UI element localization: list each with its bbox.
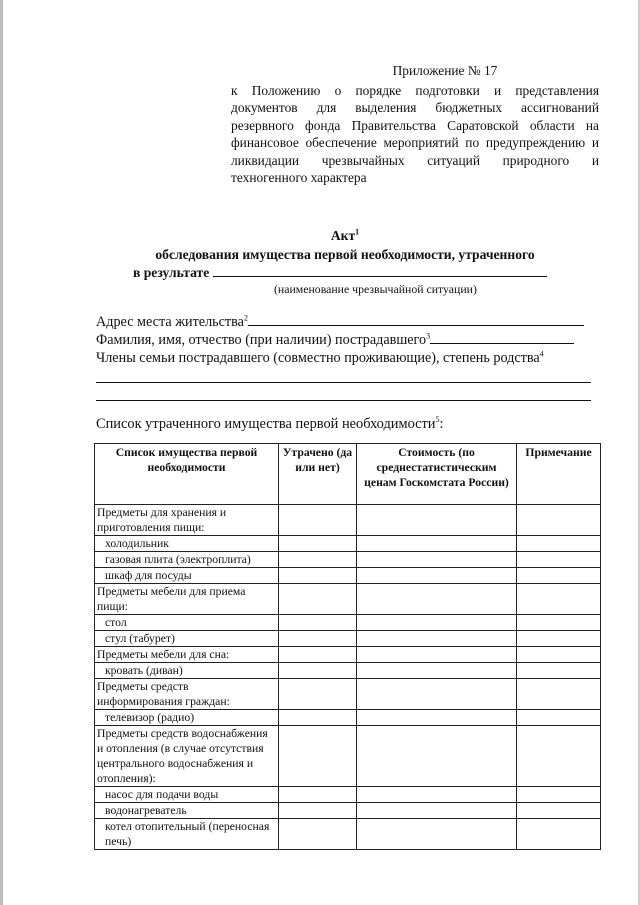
family-members-footnote: 4: [539, 349, 544, 359]
table-row: [95, 819, 601, 850]
act-subtitle: обследования имущества первой необходимости, утраченного: [155, 247, 535, 262]
act-result-label: в результате: [133, 265, 210, 280]
note-cell[interactable]: [517, 584, 601, 615]
family-members-label: Члены семьи пострадавшего (совместно проживающие), степень родства: [96, 350, 540, 366]
note-cell[interactable]: [517, 568, 601, 584]
appendix-block: [231, 62, 599, 187]
table-header-row: [95, 444, 601, 505]
act-title: [120, 226, 570, 245]
property-item-label: стол: [95, 615, 279, 631]
act-result-line: [133, 263, 547, 281]
column-header-items: Список имущества первой необходимости: [95, 444, 279, 505]
property-item-label: шкаф для посуды: [95, 568, 279, 584]
table-row: [95, 663, 601, 679]
family-members-blank-1[interactable]: [96, 382, 591, 383]
note-cell[interactable]: [517, 663, 601, 679]
lost-cell[interactable]: [279, 663, 357, 679]
address-blank[interactable]: [248, 313, 584, 326]
table-row: [95, 631, 601, 647]
address-footnote: 2: [243, 313, 248, 323]
lost-cell[interactable]: [279, 536, 357, 552]
note-cell[interactable]: [517, 710, 601, 726]
table-row: [95, 584, 601, 615]
property-item-label: кровать (диван): [95, 663, 279, 679]
table-row: [95, 647, 601, 663]
table-row: [95, 710, 601, 726]
cost-cell[interactable]: [357, 679, 517, 710]
cost-cell[interactable]: [357, 568, 517, 584]
lost-cell[interactable]: [279, 584, 357, 615]
emergency-name-hint: (наименование чрезвычайной ситуации): [274, 282, 477, 296]
note-cell[interactable]: [517, 819, 601, 850]
list-title-text: Список утраченного имущества первой необходимости: [96, 416, 436, 432]
family-members-field: [96, 350, 544, 367]
table-row: [95, 615, 601, 631]
emergency-name-blank[interactable]: [213, 263, 547, 277]
table-row: [95, 505, 601, 536]
family-members-blank-2[interactable]: [96, 400, 591, 401]
cost-cell[interactable]: [357, 536, 517, 552]
property-item-label: холодильник: [95, 536, 279, 552]
list-title: [96, 416, 444, 433]
lost-cell[interactable]: [279, 647, 357, 663]
cost-cell[interactable]: [357, 710, 517, 726]
lost-property-table: [94, 443, 601, 850]
list-title-suffix: :: [439, 416, 444, 432]
lost-cell[interactable]: [279, 631, 357, 647]
column-header-note: Примечание: [517, 444, 601, 505]
cost-cell[interactable]: [357, 803, 517, 819]
note-cell[interactable]: [517, 631, 601, 647]
table-row: [95, 568, 601, 584]
note-cell[interactable]: [517, 787, 601, 803]
property-item-label: Предметы мебели для приема пищи:: [95, 584, 279, 615]
lost-cell[interactable]: [279, 679, 357, 710]
cost-cell[interactable]: [357, 663, 517, 679]
note-cell[interactable]: [517, 505, 601, 536]
table-row: [95, 536, 601, 552]
property-item-label: насос для подачи воды: [95, 787, 279, 803]
cost-cell[interactable]: [357, 726, 517, 787]
note-cell[interactable]: [517, 552, 601, 568]
cost-cell[interactable]: [357, 647, 517, 663]
property-item-label: водонагреватель: [95, 803, 279, 819]
name-label: Фамилия, имя, отчество (при наличии) пострадавшего: [96, 332, 427, 348]
scan-edge-left: [0, 0, 3, 905]
lost-cell[interactable]: [279, 505, 357, 536]
name-blank[interactable]: [430, 331, 574, 344]
lost-cell[interactable]: [279, 568, 357, 584]
property-item-label: стул (табурет): [95, 631, 279, 647]
column-header-lost: Утрачено (да или нет): [279, 444, 357, 505]
table-row: [95, 552, 601, 568]
lost-cell[interactable]: [279, 726, 357, 787]
lost-cell[interactable]: [279, 787, 357, 803]
table-row: [95, 803, 601, 819]
act-title-block: [120, 226, 570, 264]
cost-cell[interactable]: [357, 505, 517, 536]
property-item-label: котел отопительный (переносная печь): [95, 819, 279, 850]
note-cell[interactable]: [517, 536, 601, 552]
table-row: [95, 726, 601, 787]
property-item-label: телевизор (радио): [95, 710, 279, 726]
cost-cell[interactable]: [357, 787, 517, 803]
appendix-body: к Положению о порядке подготовки и представления документов для выделения бюджетных ассигнований резервного фонда Правительства Саратовской области на финансовое обеспечение мероприятий по предупреждению и ликвидации чрезвычайных ситуаций природного и техногенного характера: [231, 82, 599, 185]
cost-cell[interactable]: [357, 584, 517, 615]
cost-cell[interactable]: [357, 631, 517, 647]
note-cell[interactable]: [517, 726, 601, 787]
address-field: [96, 313, 584, 331]
table-body: [95, 505, 601, 850]
property-item-label: Предметы для хранения и приготовления пищи:: [95, 505, 279, 536]
lost-cell[interactable]: [279, 819, 357, 850]
name-field: [96, 331, 574, 349]
property-item-label: Предметы мебели для сна:: [95, 647, 279, 663]
table-row: [95, 787, 601, 803]
act-title-text: Акт: [330, 228, 356, 243]
note-cell[interactable]: [517, 679, 601, 710]
note-cell[interactable]: [517, 615, 601, 631]
lost-cell[interactable]: [279, 552, 357, 568]
cost-cell[interactable]: [357, 552, 517, 568]
list-title-footnote: 5: [435, 415, 440, 425]
lost-cell[interactable]: [279, 615, 357, 631]
column-header-cost: Стоимость (по среднестатистическим ценам Госкомстата России): [357, 444, 517, 505]
name-footnote: 3: [426, 331, 431, 341]
property-item-label: Предметы средств информирования граждан:: [95, 679, 279, 710]
act-title-footnote: 1: [355, 227, 360, 237]
cost-cell[interactable]: [357, 615, 517, 631]
property-item-label: газовая плита (электроплита): [95, 552, 279, 568]
property-item-label: Предметы средств водоснабжения и отопления (в случае отсутствия центрального водоснабжения и отопления):: [95, 726, 279, 787]
cost-cell[interactable]: [357, 819, 517, 850]
address-label: Адрес места жительства: [96, 314, 244, 330]
lost-cell[interactable]: [279, 803, 357, 819]
appendix-title: Приложение № 17: [392, 63, 498, 78]
note-cell[interactable]: [517, 647, 601, 663]
table-row: [95, 679, 601, 710]
lost-cell[interactable]: [279, 710, 357, 726]
note-cell[interactable]: [517, 803, 601, 819]
